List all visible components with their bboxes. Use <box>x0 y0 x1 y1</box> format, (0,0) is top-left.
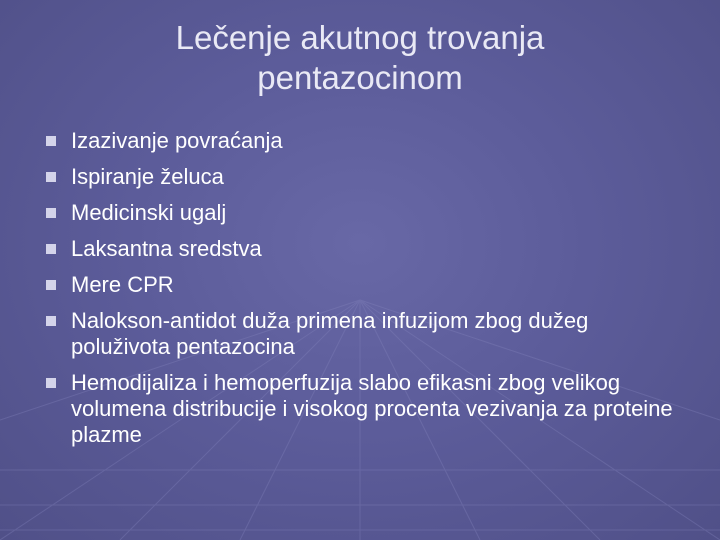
square-bullet-icon <box>46 208 56 218</box>
slide-title-line-2: pentazocinom <box>257 59 463 96</box>
bullet-item <box>42 200 692 226</box>
bullet-text: Ispiranje želuca <box>71 164 224 189</box>
bullet-item <box>42 370 692 448</box>
bullet-item <box>42 164 692 190</box>
bullet-text: Hemodijaliza i hemoperfuzija slabo efikasni zbog velikog volumena distribucije i visokog procenta vezivanja za proteine plazme <box>71 370 673 447</box>
bullet-text: Laksantna sredstva <box>71 236 262 261</box>
bullet-item <box>42 272 692 298</box>
bullet-item <box>42 308 692 360</box>
square-bullet-icon <box>46 244 56 254</box>
bullet-text: Mere CPR <box>71 272 174 297</box>
bullet-item <box>42 236 692 262</box>
bullet-text: Izazivanje povraćanja <box>71 128 283 153</box>
square-bullet-icon <box>46 136 56 146</box>
square-bullet-icon <box>46 316 56 326</box>
bullet-item <box>42 128 692 154</box>
slide-title-line-1: Lečenje akutnog trovanja <box>175 19 545 56</box>
bullet-text: Medicinski ugalj <box>71 200 227 225</box>
square-bullet-icon <box>46 280 56 290</box>
square-bullet-icon <box>46 172 56 182</box>
bullet-list <box>42 128 692 458</box>
square-bullet-icon <box>46 378 56 388</box>
slide-title <box>60 18 660 98</box>
bullet-text: Nalokson-antidot duža primena infuzijom zbog dužeg poluživota pentazocina <box>71 308 589 359</box>
